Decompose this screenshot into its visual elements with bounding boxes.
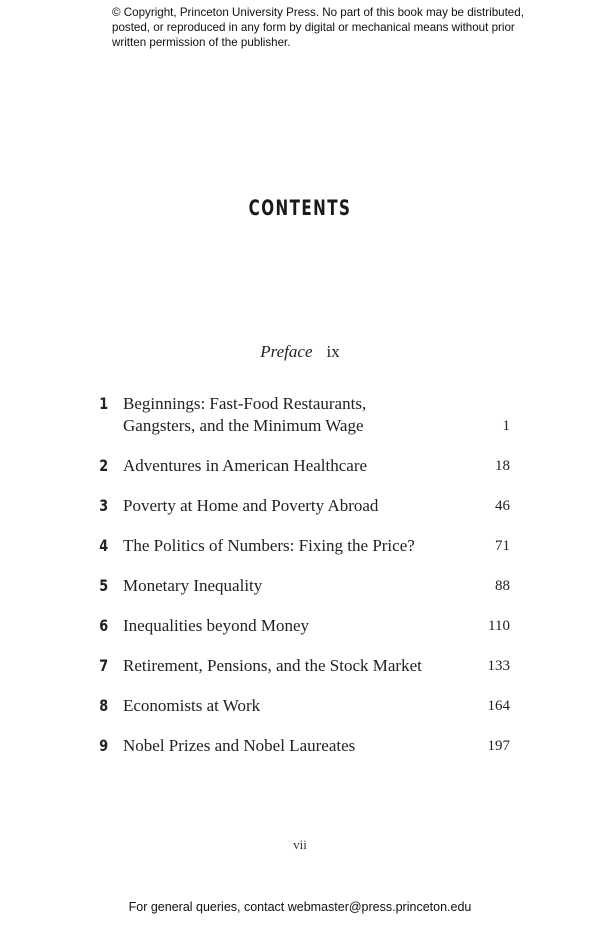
chapter-number: 4 bbox=[99, 536, 109, 555]
chapter-number: 9 bbox=[99, 736, 109, 755]
copyright-notice: © Copyright, Princeton University Press. No part of this book may be distributed, posted, or reproduced in any form by digital or mechanical means without prior written permission of the publisher. bbox=[112, 6, 524, 49]
chapter-title: Retirement, Pensions, and the Stock Market bbox=[123, 656, 422, 675]
chapter-title: Inequalities beyond Money bbox=[123, 616, 310, 635]
footer-contact: For general queries, contact webmaster@press.princeton.edu bbox=[128, 900, 472, 914]
chapter-title: Economists at Work bbox=[123, 696, 261, 715]
chapter-title: The Politics of Numbers: Fixing the Price? bbox=[123, 536, 415, 555]
chapter-page: 164 bbox=[487, 698, 510, 714]
toc-entry bbox=[96, 455, 510, 477]
toc-entry bbox=[96, 535, 510, 557]
chapter-number: 2 bbox=[99, 456, 109, 475]
toc-entry bbox=[96, 655, 510, 677]
toc-entry bbox=[96, 615, 510, 637]
chapter-page: 1 bbox=[502, 418, 510, 434]
table-of-contents bbox=[96, 393, 510, 775]
chapter-title: Adventures in American Healthcare bbox=[123, 456, 368, 475]
chapter-number: 5 bbox=[99, 576, 109, 595]
chapter-page: 71 bbox=[495, 538, 510, 554]
chapter-page: 110 bbox=[488, 618, 510, 634]
chapter-title: Beginnings: Fast-Food Restaurants, Gangsters, and the Minimum Wage bbox=[123, 394, 367, 435]
chapter-number: 1 bbox=[99, 394, 109, 413]
toc-entry bbox=[96, 495, 510, 517]
toc-entry bbox=[96, 575, 510, 597]
chapter-number: 8 bbox=[99, 696, 109, 715]
toc-entry bbox=[96, 735, 510, 757]
toc-preface bbox=[0, 342, 600, 362]
toc-entry bbox=[96, 695, 510, 717]
chapter-page: 133 bbox=[487, 658, 510, 674]
preface-page: ix bbox=[326, 342, 340, 361]
toc-entry bbox=[96, 393, 510, 437]
page-title: CONTENTS bbox=[248, 196, 352, 220]
chapter-title: Poverty at Home and Poverty Abroad bbox=[123, 496, 379, 515]
page-number: vii bbox=[293, 837, 307, 852]
chapter-page: 88 bbox=[495, 578, 510, 594]
chapter-number: 7 bbox=[99, 656, 109, 675]
chapter-title: Monetary Inequality bbox=[123, 576, 263, 595]
chapter-page: 197 bbox=[487, 738, 510, 754]
chapter-page: 46 bbox=[495, 498, 510, 514]
chapter-number: 3 bbox=[99, 496, 109, 515]
chapter-page: 18 bbox=[495, 458, 510, 474]
preface-label: Preface bbox=[260, 342, 313, 361]
chapter-title: Nobel Prizes and Nobel Laureates bbox=[123, 736, 356, 755]
chapter-number: 6 bbox=[99, 616, 109, 635]
